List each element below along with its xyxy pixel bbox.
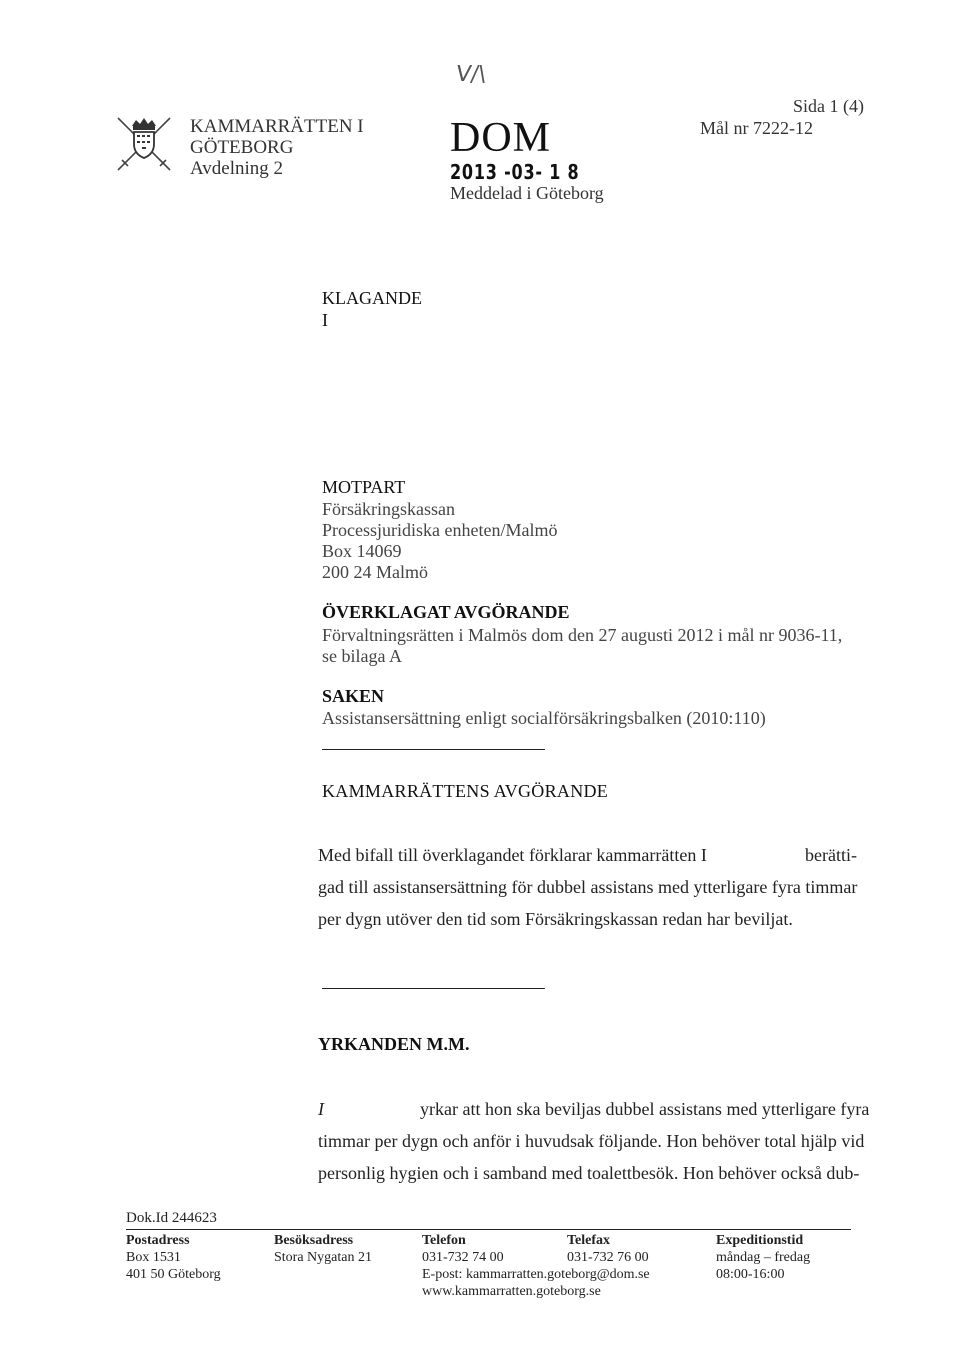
overklagat-text: se bilaga A	[322, 646, 402, 666]
footer-label: Besöksadress	[274, 1233, 354, 1248]
motpart-line: 200 24 Malmö	[322, 562, 428, 582]
footer-besoksadress	[274, 1232, 372, 1266]
footer-value: Stora Nygatan 21	[274, 1250, 372, 1265]
footer-website: www.kammarratten.goteborg.se	[422, 1284, 601, 1299]
footer-value: 031-732 74 00	[422, 1250, 504, 1265]
footer-value: måndag – fredag	[716, 1250, 811, 1265]
footer-value: 031-732 76 00	[567, 1250, 649, 1265]
saken-heading: SAKEN	[322, 686, 385, 706]
court-name-line1: KAMMARRÄTTEN I	[190, 116, 364, 137]
section-divider	[322, 749, 545, 750]
footer-label: Telefax	[567, 1233, 611, 1248]
avgorande-text: per dygn utöver den tid som Försäkringskassan redan har beviljat.	[318, 909, 793, 929]
avgorande-text: gad till assistansersättning för dubbel assistans med ytterligare fyra timmar	[318, 877, 858, 897]
footer-label: Telefon	[422, 1233, 466, 1248]
case-number: Mål nr 7222-12	[700, 118, 813, 138]
date-stamp: 2013 -03- 1 8	[450, 160, 580, 184]
footer-telefax	[567, 1232, 649, 1266]
motpart-line: Box 14069	[322, 541, 402, 561]
footer-value: 401 50 Göteborg	[126, 1267, 221, 1282]
motpart-line: Försäkringskassan	[322, 499, 455, 519]
footer-label: Postadress	[126, 1233, 190, 1248]
yrkanden-text: timmar per dygn och anför i huvudsak följande. Hon behöver total hjälp vid	[318, 1131, 865, 1151]
saken-text: Assistansersättning enligt socialförsäkringsbalken (2010:110)	[322, 708, 766, 728]
handwritten-mark: V/\	[454, 62, 488, 87]
court-emblem-icon	[112, 112, 176, 176]
motpart-line: Processjuridiska enheten/Malmö	[322, 520, 558, 540]
section-divider	[322, 988, 545, 989]
document-id: Dok.Id 244623	[126, 1210, 217, 1226]
yrkanden-heading: YRKANDEN M.M.	[318, 1034, 470, 1054]
footer-postadress	[126, 1232, 221, 1283]
court-division: Avdelning 2	[190, 158, 284, 179]
footer-email: E-post: kammarratten.goteborg@dom.se	[422, 1267, 650, 1282]
issued-place: Meddelad i Göteborg	[450, 183, 604, 203]
overklagat-heading: ÖVERKLAGAT AVGÖRANDE	[322, 602, 570, 622]
klagande-heading: KLAGANDE	[322, 288, 422, 308]
avgorande-text: Med bifall till överklagandet förklarar kammarrätten I	[318, 845, 707, 865]
overklagat-text: Förvaltningsrätten i Malmös dom den 27 augusti 2012 i mål nr 9036-11,	[322, 625, 843, 645]
footer-divider	[126, 1229, 851, 1230]
yrkanden-text: personlig hygien och i samband med toalettbesök. Hon behöver också dub-	[318, 1163, 860, 1183]
motpart-heading: MOTPART	[322, 477, 406, 497]
avgorande-heading: KAMMARRÄTTENS AVGÖRANDE	[322, 781, 609, 801]
document-title: DOM	[450, 115, 552, 161]
page-number: Sida 1 (4)	[793, 96, 864, 116]
yrkanden-text: I	[318, 1099, 324, 1119]
footer-expeditionstid	[716, 1232, 810, 1283]
yrkanden-text: yrkar att hon ska beviljas dubbel assistans med ytterligare fyra	[420, 1099, 870, 1119]
footer-value: 08:00-16:00	[716, 1267, 785, 1282]
footer-value: Box 1531	[126, 1250, 181, 1265]
footer-label: Expeditionstid	[716, 1233, 804, 1248]
avgorande-text: berätti-	[805, 845, 857, 865]
klagande-name: I	[322, 310, 328, 330]
court-name-line2: GÖTEBORG	[190, 137, 294, 158]
